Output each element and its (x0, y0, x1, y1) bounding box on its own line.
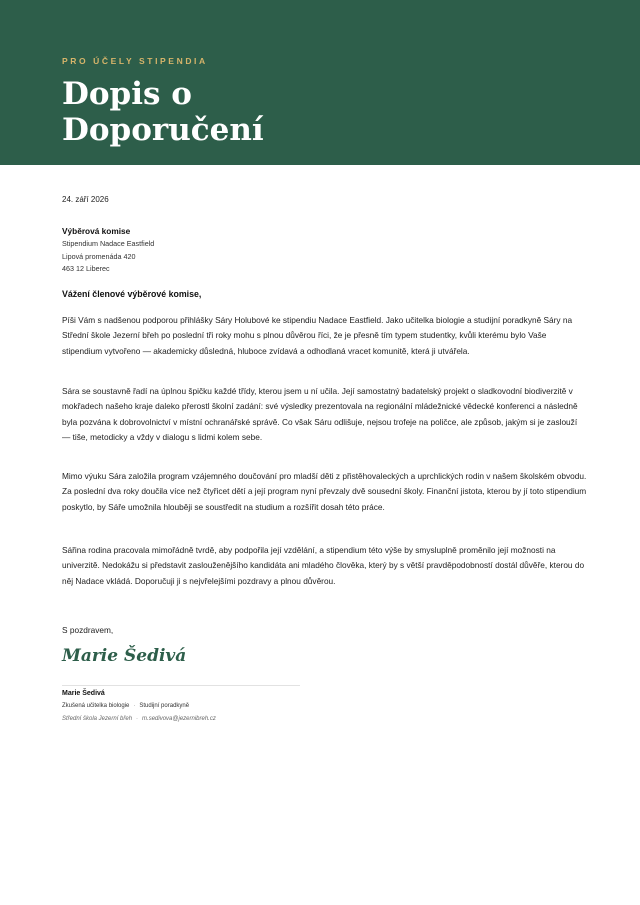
body-paragraph-1: Píši Vám s nadšenou podporou přihlášky Sáry Holubové ke stipendiu Nadace Eastfield. Jako učitelka biologie a studijní poradkyně Sáry na Střední škole Jezerní břeh po poslední tři roky mohu s plnou důvěrou říci, že je přesně tím typem studentky, kvůli kterému bylo Vaše stipendium vytvořeno — akademicky důsledná, hluboce zvídavá a odhodlaná vracet komunitě, která ji utvářela. (62, 315, 573, 356)
separator-dot: · (136, 716, 139, 722)
recipient-line-3: 463 12 Liberec (62, 264, 110, 273)
recipient-block (62, 225, 154, 276)
recipient-line-1: Stipendium Nadace Eastfield (62, 239, 155, 248)
letter-date: 24. září 2026 (62, 195, 109, 204)
sender-role-2: Studijní poradkyně (139, 703, 190, 709)
body-paragraph-2: Sára se soustavně řadí na úplnou špičku každé třídy, kterou jsem u ní učila. Její samostatný badatelský projekt o sladkovodní biodiverzitě v mokřadech našeho kraje daleko přerostl školní zadání: své výsledky prezentovala na regionální mládežnické vědecké konferenci a následně byla pozvána k dobrovolnictví v místní ochranářské správě. Co však Sáru odlišuje, nejsou trofeje na poličce, ale způsob, jakým si je zaslouží — tiše, metodicky a vždy v dialogu s lidmi kolem sebe. (62, 386, 578, 442)
recipient-line-2: Lipová promenáda 420 (62, 251, 136, 261)
recipient-name: Výběrová komise (62, 226, 131, 236)
handwritten-signature: Marie Šedivá (62, 646, 187, 666)
body-paragraph-3: Mimo výuku Sára založila program vzájemného doučování pro mladší děti z přistěhovaleckých a uprchlických rodin v našem školském obvodu. Za poslední dva roky doučila více než čtyřicet dětí a její program nyní převzaly dvě sousední školy. Finanční jistota, kterou by jí toto stipendium poskytlo, by Sáře umožnila hlouběji se soustředit na studium a rozšířit dosah této práce. (62, 471, 587, 512)
sender-role (62, 703, 189, 709)
closing: S pozdravem, (62, 625, 114, 635)
sender-name: Marie Šedivá (62, 690, 105, 697)
signature-divider (62, 685, 300, 686)
page-title (62, 76, 582, 148)
salutation: Vážení členové výběrové komise, (62, 289, 202, 299)
title-line-2: Doporučení (62, 112, 264, 148)
header-eyebrow: PRO ÚČELY STIPENDIA (62, 56, 208, 66)
title-line-1: Dopis o (62, 76, 192, 112)
sender-school: Střední škola Jezerní břeh (62, 716, 133, 722)
sender-email: m.sedivova@jezernibreh.cz (142, 716, 216, 722)
letter-header (0, 0, 640, 165)
separator-dot: · (133, 703, 136, 709)
body-paragraph-4: Sářina rodina pracovala mimořádně tvrdě, aby podpořila její vzdělání, a stipendium této výše by smysluplně proměnilo její možnosti na univerzitě. Nedokážu si představit zaslouženějšího kandidáta ani mladého člověka, který by s větší pravděpodobností dostál důvěře, kterou do něj Nadace vkládá. Doporučuji ji s nejvřelejšími pozdravy a plnou důvěrou. (62, 545, 585, 586)
sender-contact (62, 716, 216, 722)
sender-role-1: Zkušená učitelka biologie (62, 703, 130, 709)
